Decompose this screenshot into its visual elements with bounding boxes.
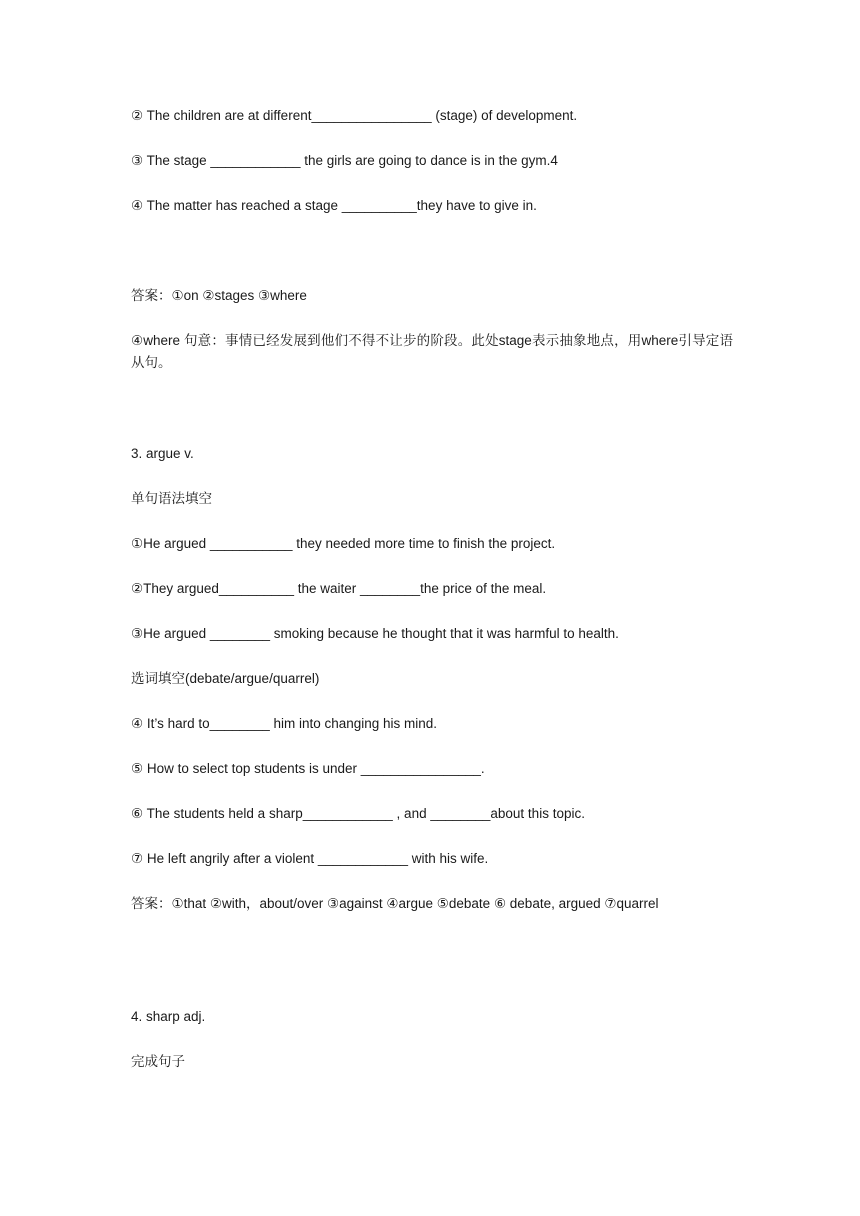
exercise-item-7: ⑦ He left angrily after a violent ____________ with his wife. [131, 851, 489, 866]
subsection-heading-word-choice: 选词填空(debate/argue/quarrel) [131, 671, 320, 686]
exercise-item-4: ④ The matter has reached a stage __________they have to give in. [131, 198, 537, 213]
subsection-heading-grammar-fill: 单句语法填空 [131, 491, 212, 506]
exercise-item-5: ⑤ How to select top students is under ________________. [131, 761, 485, 776]
exercise-item-1: ①He argued ___________ they needed more time to finish the project. [131, 536, 556, 551]
answer-explanation: ④where 句意：事情已经发展到他们不得不让步的阶段。此处stage表示抽象地点，用where引导定语从句。 [131, 333, 733, 370]
subsection-heading-complete-sentences: 完成句子 [131, 1054, 185, 1069]
answer-line: 答案：①on ②stages ③where [131, 288, 307, 303]
section-heading-argue: 3. argue v. [131, 446, 194, 461]
exercise-item-3: ③He argued ________ smoking because he thought that it was harmful to health. [131, 626, 619, 641]
exercise-item-2: ②They argued__________ the waiter ________the price of the meal. [131, 581, 547, 596]
exercise-item-6: ⑥ The students held a sharp____________ , and ________about this topic. [131, 806, 585, 821]
section-heading-sharp: 4. sharp adj. [131, 1009, 206, 1024]
exercise-item-4: ④ It’s hard to________ him into changing his mind. [131, 716, 438, 731]
answer-line: 答案：①that ②with，about/over ③against ④argue ⑤debate ⑥ debate, argued ⑦quarrel [131, 896, 659, 911]
exercise-item-3: ③ The stage ____________ the girls are going to dance is in the gym.4 [131, 153, 558, 168]
exercise-item-2: ② The children are at different________________ (stage) of development. [131, 108, 578, 123]
